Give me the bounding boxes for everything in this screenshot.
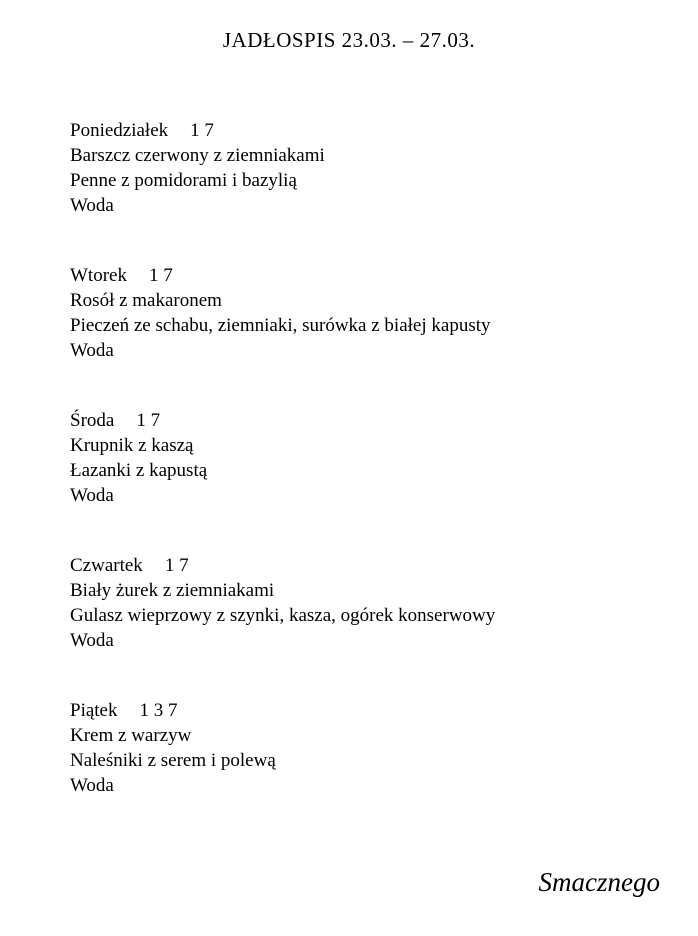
menu-item: Rosół z makaronem (70, 290, 222, 311)
allergen-numbers: 1 7 (136, 410, 161, 431)
menu-item: Penne z pomidorami i bazylią (70, 170, 297, 191)
allergen-numbers: 1 7 (148, 265, 173, 286)
allergen-numbers: 1 7 (190, 120, 214, 141)
allergen-numbers: 1 7 (164, 555, 189, 576)
day-name: Czwartek (70, 555, 143, 576)
menu-item: Woda (70, 630, 114, 651)
menu-item: Woda (70, 195, 114, 216)
day-name: Wtorek (70, 265, 127, 286)
day-header (70, 553, 698, 578)
menu-item: Woda (70, 340, 114, 361)
menu-item: Krupnik z kaszą (70, 435, 194, 456)
day-header (70, 118, 698, 143)
day-name: Piątek (70, 700, 118, 721)
menu-item: Biały żurek z ziemniakami (70, 580, 275, 601)
menu-item: Pieczeń ze schabu, ziemniaki, surówka z białej kapusty (70, 315, 491, 336)
page-title: JADŁOSPIS 23.03. – 27.03. (222, 28, 476, 52)
menu-item: Woda (70, 485, 114, 506)
menu-item: Naleśniki z serem i polewą (70, 750, 276, 771)
day-section-friday (70, 698, 698, 798)
day-section-wednesday (70, 408, 698, 508)
day-name: Poniedziałek (70, 120, 169, 141)
day-name: Środa (70, 410, 115, 431)
menu-item: Gulasz wieprzowy z szynki, kasza, ogórek konserwowy (70, 605, 496, 626)
menu-item: Krem z warzyw (70, 725, 192, 746)
day-header (70, 263, 698, 288)
menu-item: Łazanki z kapustą (70, 460, 208, 481)
day-section-monday (70, 118, 698, 218)
day-header (70, 408, 698, 433)
day-section-thursday (70, 553, 698, 653)
menu-item: Woda (70, 775, 114, 796)
footer-signature: Smacznego (538, 867, 660, 897)
day-section-tuesday (70, 263, 698, 363)
allergen-numbers: 1 3 7 (139, 700, 178, 721)
menu-item: Barszcz czerwony z ziemniakami (70, 145, 325, 166)
day-header (70, 698, 698, 723)
